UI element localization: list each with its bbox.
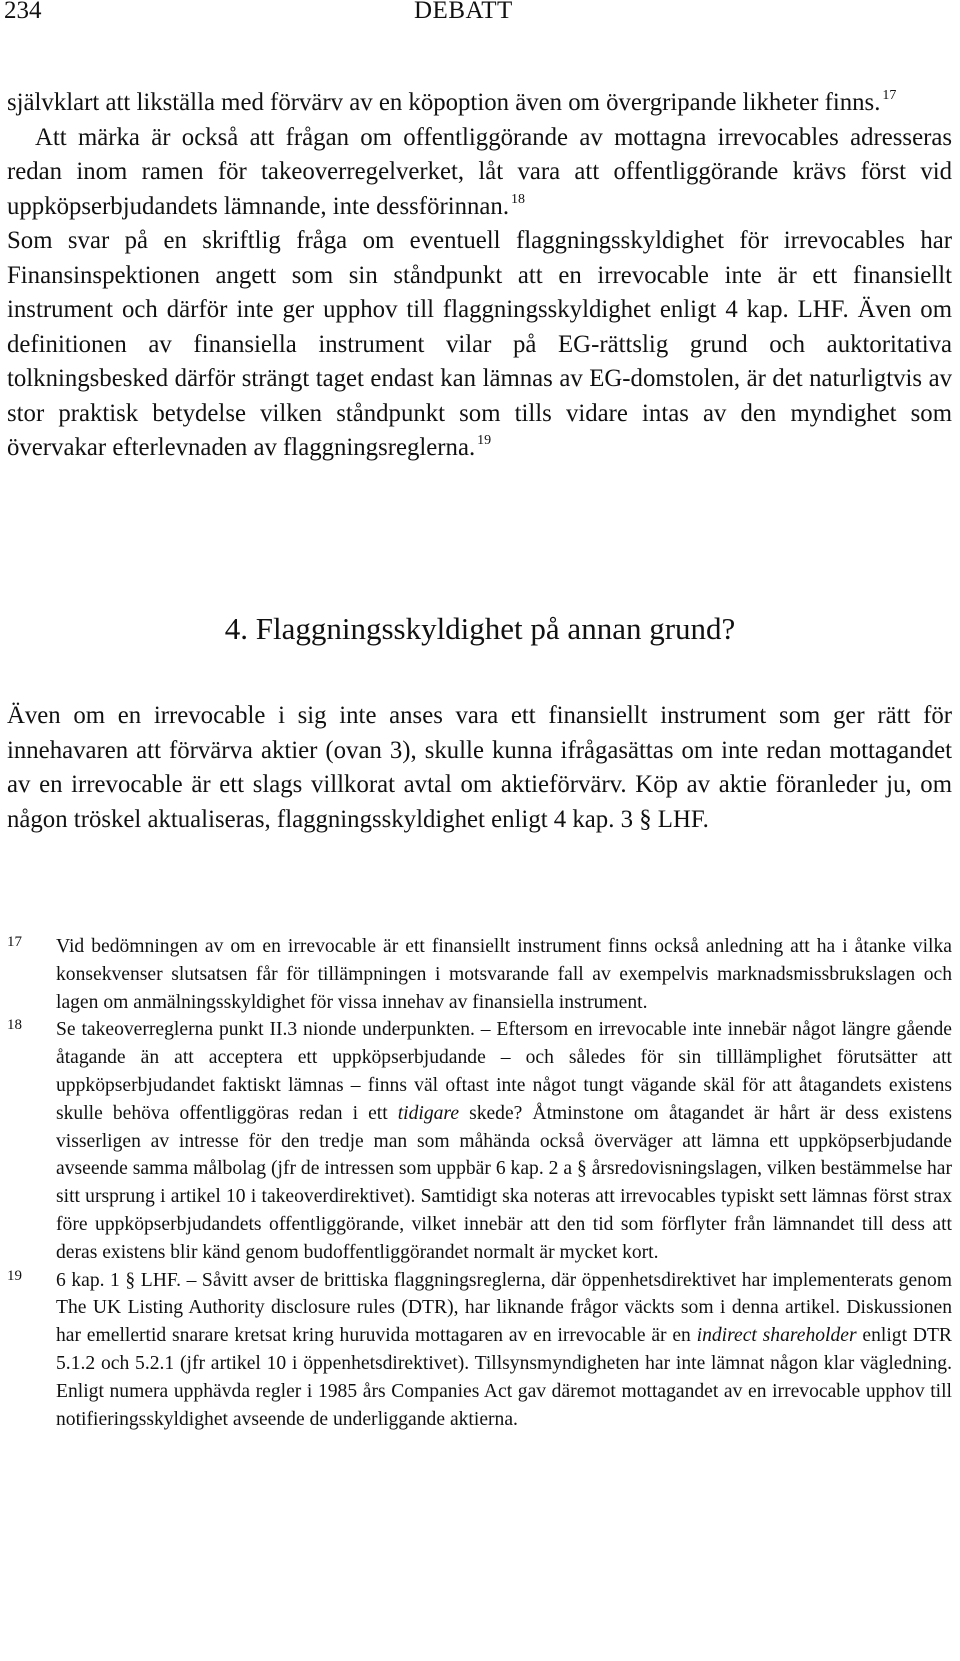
footnote-ref-19[interactable]: 19 bbox=[477, 433, 492, 448]
footnote-italic-term: tidigare bbox=[397, 1102, 460, 1124]
footnote-ref-18[interactable]: 18 bbox=[511, 191, 526, 207]
paragraph-2 bbox=[7, 121, 952, 225]
footnote-number: 17 bbox=[7, 934, 22, 950]
footnote-text: Vid bedömningen av om en irrevocable är ett finansiellt instrument finns också anledning att ha i åtanke vilka konsekvenser slutsatsen får för tillämpningen i motsvarande fall av exempelvis marknadsmissbrukslagen och lagen om anmälningsskyldighet för vissa innehav av finansiella instrument. bbox=[56, 936, 952, 1013]
footnote-italic-term: indirect shareholder bbox=[696, 1325, 857, 1347]
paragraph-1 bbox=[7, 86, 952, 121]
footnote-text bbox=[56, 1016, 952, 1266]
footnote-17 bbox=[7, 933, 952, 1016]
body-text bbox=[7, 86, 952, 466]
paragraph-1-text: självklart att likställa med förvärv av en köpoption även om övergripande likheter finns. bbox=[7, 89, 881, 116]
footnote-19 bbox=[7, 1267, 952, 1434]
running-title: DEBATT bbox=[414, 0, 513, 24]
footnote-ref-17[interactable]: 17 bbox=[882, 88, 897, 103]
footnote-text-part: 6 kap. 1 § LHF. – Såvitt avser de brittiska flaggningsreglerna, där öppenhetsdirektivet har implementerats genom The UK Listing Authority disclosure rules (DTR), har liknande frågor väckts som i denna artikel. Diskussionen har emellertid snarare kretsat kring huruvida mottagaren av en irrevocable är en bbox=[56, 1269, 952, 1347]
section-body bbox=[7, 699, 952, 837]
footnote-text-part: Se takeoverreglerna punkt II.3 nionde underpunkten. – Eftersom en irrevocable inte innebär något längre gående åtagande än att acceptera ett uppköpserbjudande – och således för sin tilllämplighet förutsätter att uppköpserbjudandet faktiskt lämnas – finns väl oftast inte något tungt vägande skäl för att åtagandets existens skulle behöva offentliggöras redan i ett bbox=[56, 1019, 952, 1124]
footnote-18 bbox=[7, 1016, 952, 1266]
section-paragraph: Även om en irrevocable i sig inte anses vara ett finansiellt instrument som ger rätt för innehavaren att förvärva aktier (ovan 3), skulle kunna ifrågasättas om inte redan mottagandet av en irrevocable är ett slags villkorat avtal om aktieförvärv. Köp av aktie föranleder ju, om någon tröskel aktualiseras, flaggningsskyldighet enligt 4 kap. 3 § LHF. bbox=[7, 702, 952, 833]
page-number: 234 bbox=[4, 0, 42, 24]
section-heading: 4. Flaggningsskyldighet på annan grund? bbox=[224, 611, 736, 646]
footnote-number: 19 bbox=[7, 1267, 22, 1284]
footnote-text bbox=[56, 1267, 952, 1434]
footnote-text-part: enligt DTR 5.1.2 och 5.2.1 (jfr artikel 10 i öppenhetsdirektivet). Tillsynsmyndigheten har inte lämnat någon klar vägledning. Enligt numera upphävda regler i 1985 års Companies Act gav däremot mottagandet av en irrevocable upphov till notifieringsskyldighet avseende de underliggande aktierna. bbox=[56, 1325, 953, 1430]
paragraph-3-text: Som svar på en skriftlig fråga om eventuell flaggningsskyldighet för irrevocables har Finansinspektionen angett som sin ståndpunkt att en irrevocable inte är ett finansiellt instrument och därför inte ger upphov till flaggningsskyldighet enligt 4 kap. LHF. Även om definitionen av finansiella instrument vilar på EG-rättslig grund och auktoritativa tolkningsbesked därför strängt taget endast kan lämnas av EG-domstolen, är det naturligtvis av stor praktisk betydelse vilken ståndpunkt som tills vidare intas av den myndighet som övervakar efterlevnaden av flaggningsreglerna. bbox=[7, 227, 952, 461]
footnote-number: 18 bbox=[7, 1017, 22, 1034]
paragraph-2-text: Att märka är också att frågan om offentliggörande av mottagna irrevocables adresseras redan inom ramen för takeoverregelverket, låt vara att offentliggörande krävs först vid uppköpserbjudandets lämnande, inte dessförinnan. bbox=[7, 123, 952, 220]
paragraph-3 bbox=[7, 224, 952, 466]
page-header bbox=[0, 0, 960, 30]
footnote-text-part: skede? Åtminstone om åtagandet är hårt är dess existens visserligen av intresse för den tredje man som måhända också överväger att lämna ett uppköpserbjudande avseende samma målbolag (jfr de intressen som uppbär 6 kap. 2 a § årsredovisningslagen, vilken bestämmelse har sitt ursprung i artikel 10 i takeoverdirektivet). Samtidigt ska noteras att irrevocables typiskt sett lämnas först strax före uppköpserbjudandets offentliggörande, vilket innebär att den tid som förflyter från lämnandet till dess att deras existens blir känd genom budoffentliggörandet normalt är mycket kort. bbox=[56, 1102, 952, 1263]
footnotes bbox=[7, 933, 952, 1433]
